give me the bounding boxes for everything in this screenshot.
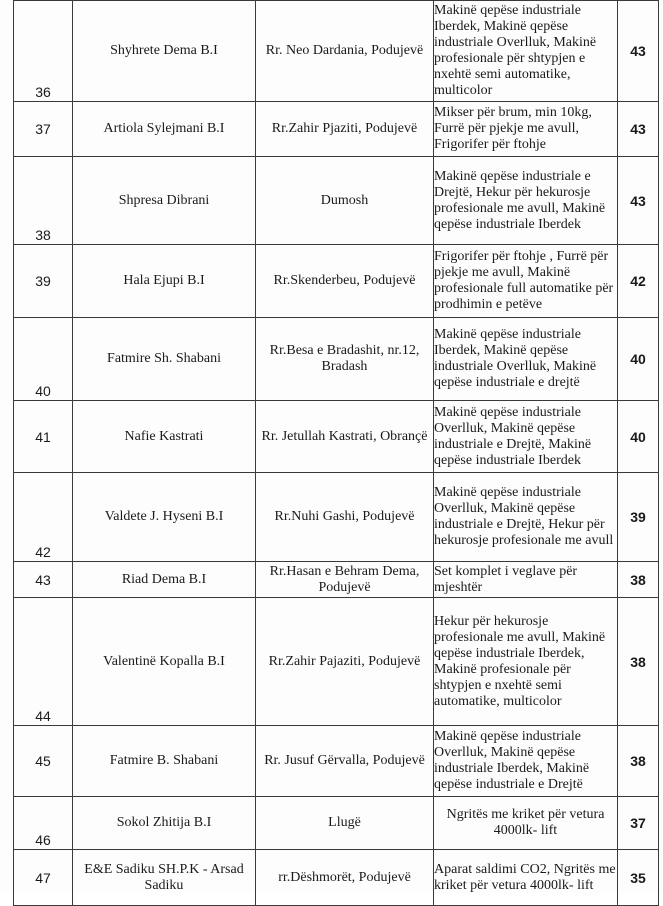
table-row <box>14 245 659 318</box>
table-row <box>14 562 659 598</box>
row-number: 43 <box>14 562 73 598</box>
score-value: 37 <box>618 797 659 850</box>
table-row <box>14 318 659 401</box>
row-number: 41 <box>14 401 73 473</box>
applicant-address: Rr.Besa e Bradashit, nr.12, Bradash <box>256 318 434 401</box>
row-number: 44 <box>14 598 73 726</box>
row-number: 45 <box>14 726 73 797</box>
applicant-address: Rr.Nuhi Gashi, Podujevë <box>256 473 434 562</box>
table-row <box>14 850 659 906</box>
equipment-list: Makinë qepëse industriale Overlluk, Makinë qepëse industriale e Drejtë, Hekur për hekurosje profesionale me avull <box>434 473 618 562</box>
table-row <box>14 401 659 473</box>
score-value: 38 <box>618 598 659 726</box>
applicant-name: Fatmire B. Shabani <box>73 726 256 797</box>
applicant-name: E&E Sadiku SH.P.K - Arsad Sadiku <box>73 850 256 906</box>
row-number: 42 <box>14 473 73 562</box>
equipment-list: Makinë qepëse industriale e Drejtë, Hekur për hekurosje profesionale me avull, Makinë qepëse industriale Iberdek <box>434 157 618 245</box>
row-number: 36 <box>14 1 73 102</box>
table-row <box>14 102 659 157</box>
score-value: 38 <box>618 726 659 797</box>
table-row <box>14 473 659 562</box>
row-number: 40 <box>14 318 73 401</box>
applicant-address: Rr.Skenderbeu, Podujevë <box>256 245 434 318</box>
applicant-address: Rr. Jusuf Gërvalla, Podujevë <box>256 726 434 797</box>
applicant-address: Llugë <box>256 797 434 850</box>
score-value: 39 <box>618 473 659 562</box>
applicant-name: Valentinë Kopalla B.I <box>73 598 256 726</box>
table-row <box>14 598 659 726</box>
equipment-list: Ngritës me kriket për vetura 4000lk- lift <box>434 797 618 850</box>
equipment-list: Frigorifer për ftohje , Furrë për pjekje me avull, Makinë profesionale full automatike për prodhimin e petëve <box>434 245 618 318</box>
applicant-name: Nafie Kastrati <box>73 401 256 473</box>
applicant-name: Fatmire Sh. Shabani <box>73 318 256 401</box>
row-number: 47 <box>14 850 73 906</box>
applicant-address: Rr.Zahir Pajaziti, Podujevë <box>256 598 434 726</box>
equipment-list: Hekur për hekurosje profesionale me avull, Makinë qepëse industriale Iberdek, Makinë profesionale për shtypjen e nxehtë semi automatike, multicolor <box>434 598 618 726</box>
score-value: 43 <box>618 1 659 102</box>
beneficiaries-table <box>13 0 659 906</box>
table-row <box>14 157 659 245</box>
equipment-list: Makinë qepëse industriale Overlluk, Makinë qepëse industriale e Drejtë, Makinë qepëse industriale Iberdek <box>434 401 618 473</box>
applicant-name: Shyhrete Dema B.I <box>73 1 256 102</box>
applicant-address: Rr.Hasan e Behram Dema, Podujevë <box>256 562 434 598</box>
equipment-list: Mikser për brum, min 10kg, Furrë për pjekje me avull, Frigorifer për ftohje <box>434 102 618 157</box>
score-value: 40 <box>618 401 659 473</box>
applicant-address: Rr.Zahir Pjaziti, Podujevë <box>256 102 434 157</box>
applicant-name: Riad Dema B.I <box>73 562 256 598</box>
row-number: 37 <box>14 102 73 157</box>
applicant-address: Dumosh <box>256 157 434 245</box>
score-value: 43 <box>618 157 659 245</box>
applicant-address: Rr. Neo Dardania, Podujevë <box>256 1 434 102</box>
equipment-list: Makinë qepëse industriale Iberdek, Makinë qepëse industriale Overlluk, Makinë profesionale për shtypjen e nxehtë semi automatike, multicolor <box>434 1 618 102</box>
row-number: 46 <box>14 797 73 850</box>
score-value: 35 <box>618 850 659 906</box>
score-value: 38 <box>618 562 659 598</box>
applicant-name: Artiola Sylejmani B.I <box>73 102 256 157</box>
row-number: 38 <box>14 157 73 245</box>
row-number: 39 <box>14 245 73 318</box>
equipment-list: Set komplet i veglave për mjeshtër <box>434 562 618 598</box>
applicant-address: Rr. Jetullah Kastrati, Obrançë <box>256 401 434 473</box>
applicant-name: Shpresa Dibrani <box>73 157 256 245</box>
equipment-list: Makinë qepëse industriale Overlluk, Makinë qepëse industriale Iberdek, Makinë qepëse industriale e Drejtë <box>434 726 618 797</box>
equipment-list: Aparat saldimi CO2, Ngritës me kriket për vetura 4000lk- lift <box>434 850 618 906</box>
score-value: 42 <box>618 245 659 318</box>
table-row <box>14 726 659 797</box>
applicant-name: Sokol Zhitija B.I <box>73 797 256 850</box>
score-value: 40 <box>618 318 659 401</box>
applicant-name: Hala Ejupi B.I <box>73 245 256 318</box>
score-value: 43 <box>618 102 659 157</box>
table-row <box>14 1 659 102</box>
table-row <box>14 797 659 850</box>
equipment-list: Makinë qepëse industriale Iberdek, Makinë qepëse industriale Overlluk, Makinë qepëse industriale e drejtë <box>434 318 618 401</box>
applicant-address: rr.Dëshmorët, Podujevë <box>256 850 434 906</box>
applicant-name: Valdete J. Hyseni B.I <box>73 473 256 562</box>
